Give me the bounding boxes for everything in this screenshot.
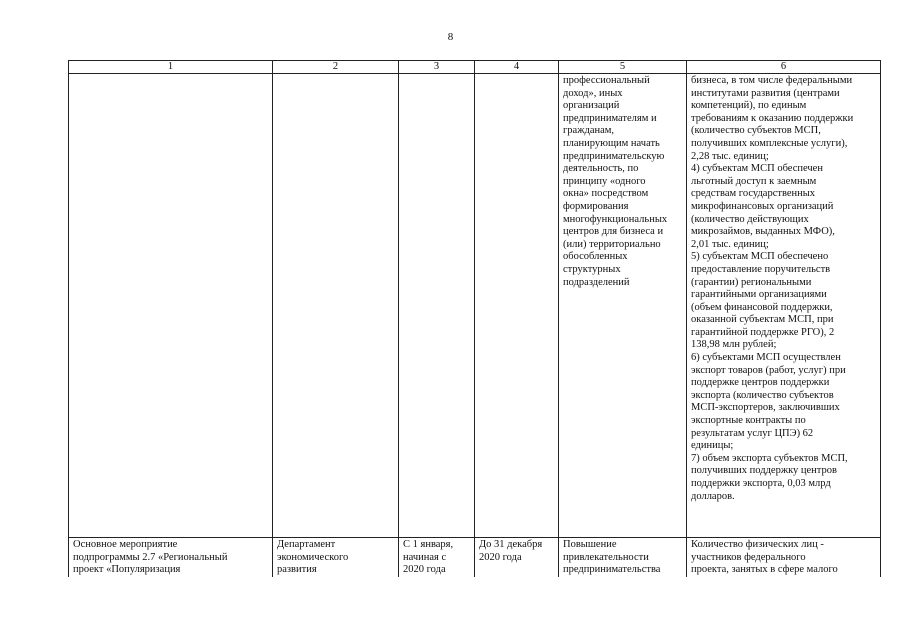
- table-cell: [69, 74, 273, 538]
- table-cell: [399, 74, 475, 538]
- table-cell: бизнеса, в том числе федеральными институтами развития (центрами компетенций), по единым требованиям к оказанию поддержки (количество субъектов МСП, получивших комплексные услуги), 2,28 тыс. единиц; 4) субъектам МСП обеспечен льготный доступ к заемным средствам государственных микрофинансовых организаций (количество действующих микрозаймов, выданных МФО), 2,01 тыс. единиц; 5) субъектам МСП обеспечено предоставление поручительств (гарантии) региональными гарантийными организациями (объем финансовой поддержки, оказанной субъектам МСП, при гарантийной поддержке РГО), 2 138,98 млн рублей; 6) субъектами МСП осуществлен экспорт товаров (работ, услуг) при поддержке центров поддержки экспорта (количество субъектов МСП-экспортеров, заключивших экспортные контракты по результатам услуг ЦПЭ) 62 единицы; 7) объем экспорта субъектов МСП, получивших поддержку центров поддержки экспорта, 0,03 млрд долларов.: [687, 74, 881, 538]
- table-row: [69, 74, 881, 538]
- column-header: 5: [559, 61, 687, 74]
- column-header: 6: [687, 61, 881, 74]
- table-header-row: [69, 61, 881, 74]
- table-row: [69, 538, 881, 578]
- table-cell: Количество физических лиц - участников федерального проекта, занятых в сфере малого: [687, 538, 881, 578]
- table-cell: Основное мероприятие подпрограммы 2.7 «Региональный проект «Популяризация: [69, 538, 273, 578]
- table-cell: До 31 декабря 2020 года: [475, 538, 559, 578]
- table-cell: [273, 74, 399, 538]
- table-cell: Повышение привлекательности предпринимательства: [559, 538, 687, 578]
- page-number: 8: [447, 31, 454, 43]
- column-header: 1: [69, 61, 273, 74]
- table-cell: [475, 74, 559, 538]
- table-cell: профессиональный доход», иных организаций предпринимателям и гражданам, планирующим начать предпринимательскую деятельность, по принципу «одного окна» посредством формирования многофункциональных центров для бизнеса и (или) территориально обособленных структурных подразделений: [559, 74, 687, 538]
- activities-table: [68, 60, 881, 577]
- table-cell: Департамент экономического развития: [273, 538, 399, 578]
- table-cell: С 1 января, начиная с 2020 года: [399, 538, 475, 578]
- column-header: 4: [475, 61, 559, 74]
- column-header: 3: [399, 61, 475, 74]
- column-header: 2: [273, 61, 399, 74]
